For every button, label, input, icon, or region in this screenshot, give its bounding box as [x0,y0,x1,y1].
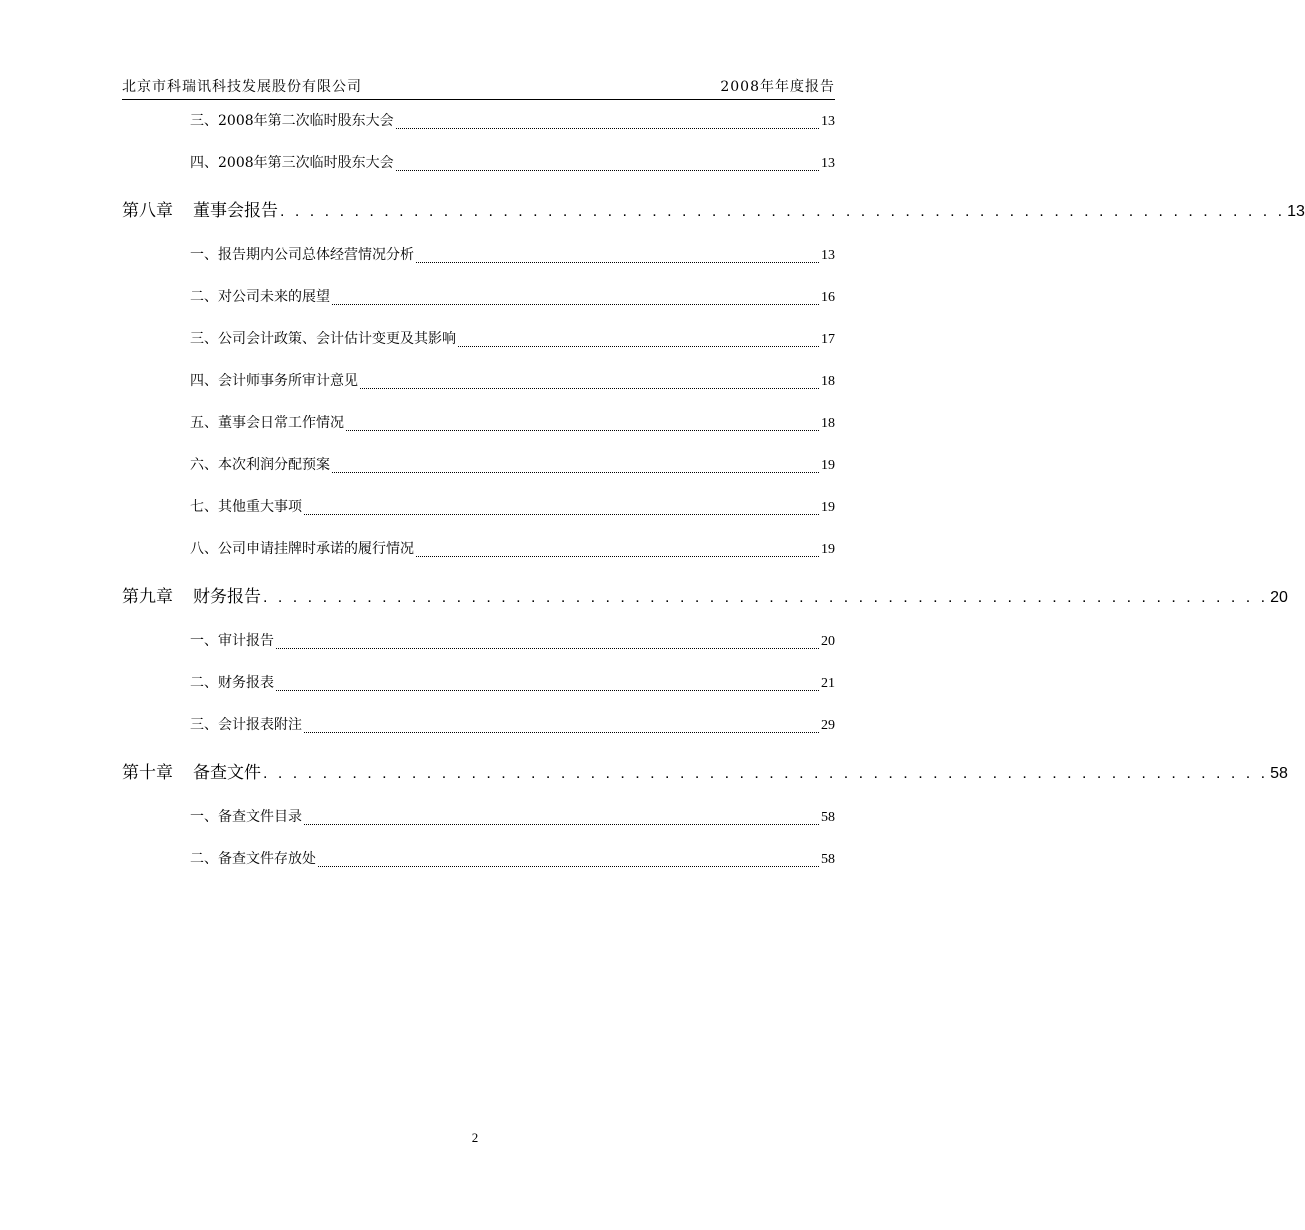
toc-chapter-title: 财务报告 [193,587,261,607]
leader-dots [396,128,819,129]
toc-entry-page: 58 [821,810,835,825]
leader-dots [360,388,819,389]
toc-entry-label: 二、财务报表 [190,675,274,691]
toc-entry-label: 二、对公司未来的展望 [190,289,330,305]
toc-entry-page: 29 [821,718,835,733]
toc-entry-label: 八、公司申请挂牌时承诺的履行情况 [190,541,414,557]
page-number: 2 [471,1130,479,1145]
leader-dots [304,824,819,825]
toc-entry[interactable] [122,276,835,318]
leader-dots [416,262,819,263]
leader-dots [332,472,819,473]
leader-dots [458,346,819,347]
toc-entry-page: 58 [821,852,835,867]
toc-chapter-title: 备查文件 [193,763,261,783]
toc-entry-label: 三、2008年第二次临时股东大会 [190,113,394,129]
toc-chapter[interactable] [122,750,1288,796]
table-of-contents [122,100,1305,880]
toc-entry-page: 13 [821,156,835,171]
toc-entry-page: 19 [821,542,835,557]
page-header [122,76,835,96]
toc-entry[interactable] [122,796,835,838]
leader-dots [332,304,819,305]
toc-entry[interactable] [122,620,835,662]
toc-entry[interactable] [122,360,835,402]
toc-entry-page: 19 [821,500,835,515]
toc-entry-page: 18 [821,374,835,389]
toc-entry-page: 17 [821,332,835,347]
toc-entry[interactable] [122,486,835,528]
toc-chapter-number: 第九章 [122,587,173,607]
toc-chapter[interactable] [122,574,1288,620]
toc-entry-page: 21 [821,676,835,691]
leader-dots [304,514,819,515]
leader-dots [304,732,819,733]
toc-entry[interactable] [122,838,835,880]
toc-chapter-page: 20 [1270,589,1288,606]
toc-entry[interactable] [122,402,835,444]
toc-entry[interactable] [122,318,835,360]
toc-entry-page: 20 [821,634,835,649]
toc-entry-label: 七、其他重大事项 [190,499,302,515]
leader-dots [276,648,819,649]
toc-entry[interactable] [122,704,835,746]
leader-dots: . . . . . . . . . . . . . . . . . . . . . . . . . . . . . . . . . . . . . . . . . . . . . . . . . . . . . . . . . . . . . . . . . . . . [263,765,1269,782]
toc-entry-label: 一、备查文件目录 [190,809,302,825]
toc-entry-page: 16 [821,290,835,305]
toc-chapter-page: 13 [1287,203,1305,220]
toc-entry-page: 13 [821,248,835,263]
leader-dots [396,170,819,171]
toc-entry-label: 一、审计报告 [190,633,274,649]
toc-entry-page: 18 [821,416,835,431]
leader-dots [416,556,819,557]
toc-entry-label: 一、报告期内公司总体经营情况分析 [190,247,414,263]
toc-entry[interactable] [122,234,835,276]
toc-entry-label: 二、备查文件存放处 [190,851,316,867]
toc-entry[interactable] [122,100,835,142]
toc-entry[interactable] [122,528,835,570]
company-name: 北京市科瑞讯科技发展股份有限公司 [122,79,362,95]
toc-entry[interactable] [122,142,835,184]
toc-chapter-number: 第八章 [122,201,173,221]
leader-dots [318,866,819,867]
toc-entry-label: 五、董事会日常工作情况 [190,415,344,431]
toc-entry-page: 13 [821,114,835,129]
toc-chapter[interactable] [122,188,1305,234]
toc-chapter-page: 58 [1270,765,1288,782]
toc-entry-label: 四、2008年第三次临时股东大会 [190,155,394,171]
toc-entry-label: 三、公司会计政策、会计估计变更及其影响 [190,331,456,347]
toc-chapter-number: 第十章 [122,763,173,783]
toc-entry-label: 四、会计师事务所审计意见 [190,373,358,389]
leader-dots: . . . . . . . . . . . . . . . . . . . . . . . . . . . . . . . . . . . . . . . . . . . . . . . . . . . . . . . . . . . . . . . . . . . . [263,589,1269,606]
leader-dots [346,430,819,431]
toc-entry-page: 19 [821,458,835,473]
toc-entry[interactable] [122,662,835,704]
toc-entry-label: 三、会计报表附注 [190,717,302,733]
leader-dots: . . . . . . . . . . . . . . . . . . . . . . . . . . . . . . . . . . . . . . . . . . . . . . . . . . . . . . . . . . . . . . . . . . . . [280,203,1286,220]
toc-entry[interactable] [122,444,835,486]
toc-entry-label: 六、本次利润分配预案 [190,457,330,473]
report-title: 2008年年度报告 [720,79,835,95]
toc-chapter-title: 董事会报告 [193,201,278,221]
leader-dots [276,690,819,691]
